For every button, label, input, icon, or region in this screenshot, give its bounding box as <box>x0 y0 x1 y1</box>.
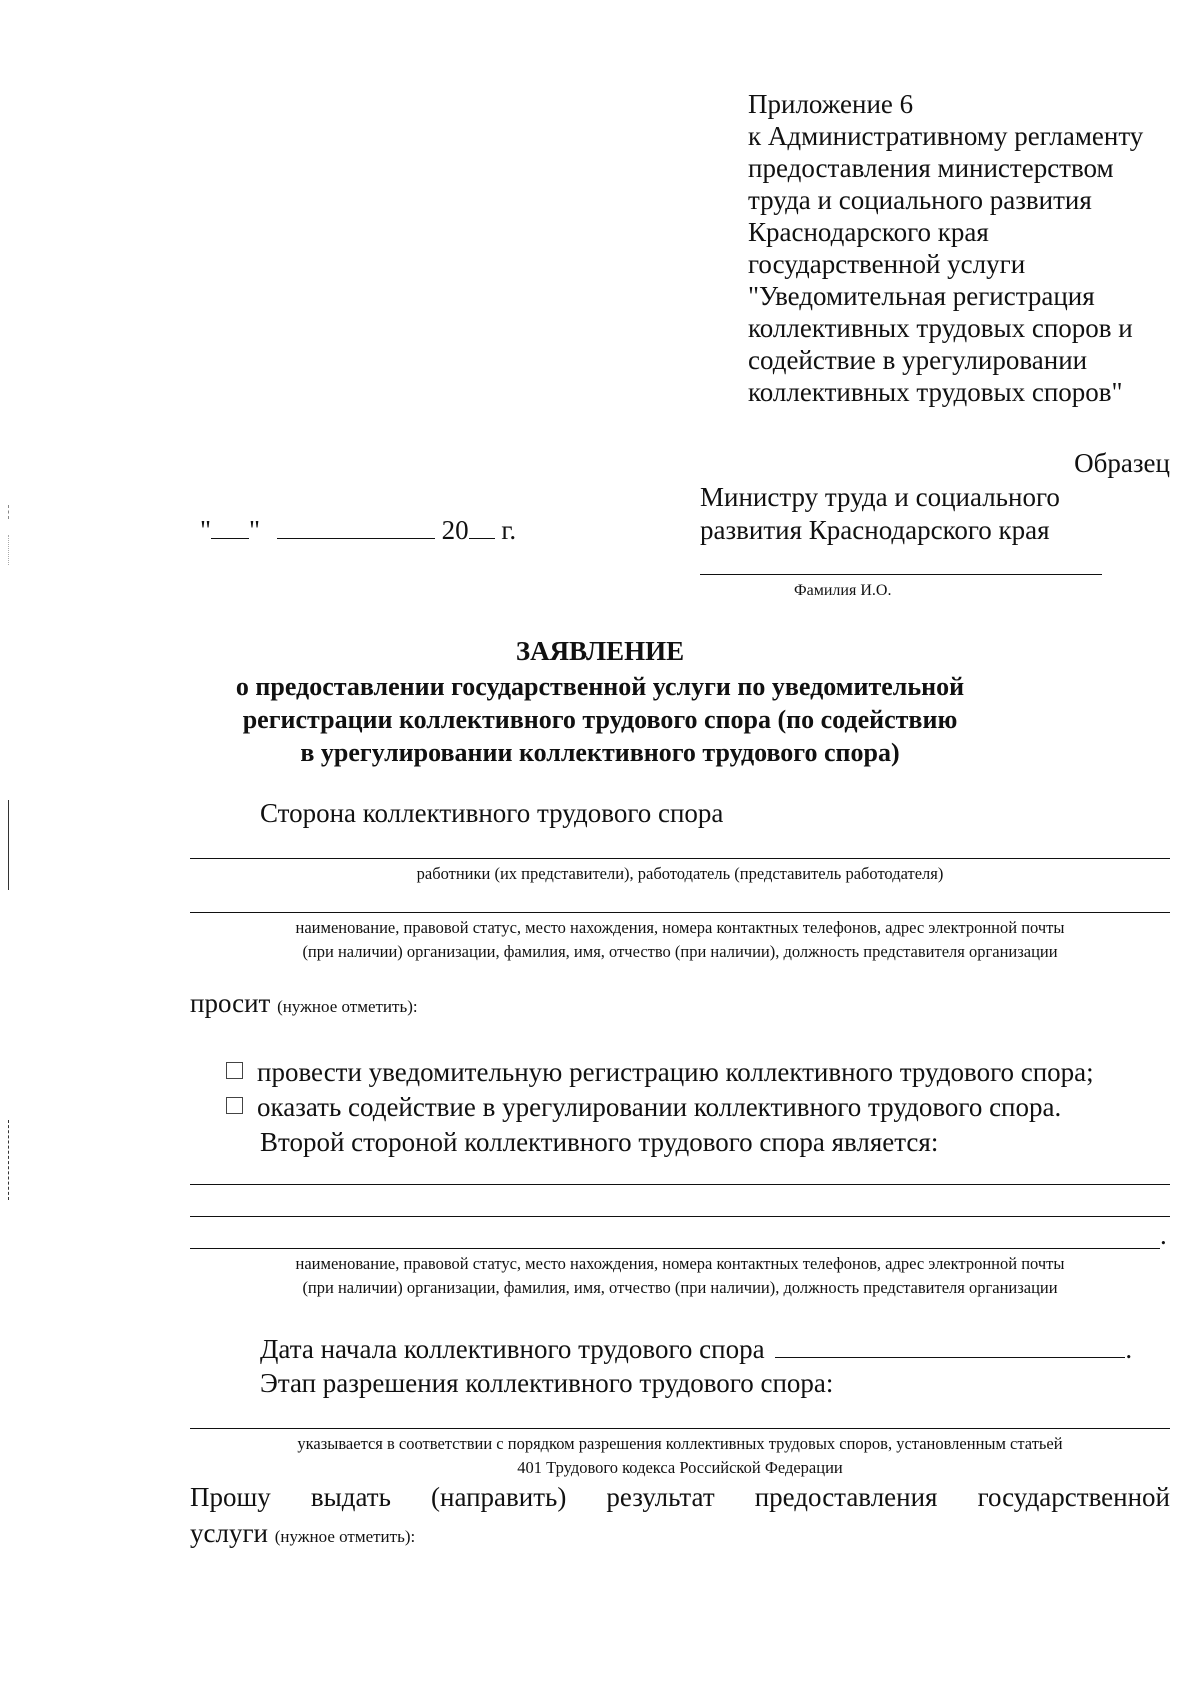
addressee <box>700 481 1060 547</box>
year-prefix: 20 <box>441 515 469 545</box>
start-date-row <box>260 1334 1132 1365</box>
appendix-line: труда и социального развития <box>748 185 1092 215</box>
appendix-line: Краснодарского края <box>748 217 989 247</box>
caption-line: наименование, правовой статус, место нахождения, номера контактных телефонов, адрес электронной почты <box>295 1254 1065 1273</box>
second-party-line1[interactable] <box>190 1184 1170 1185</box>
appendix-line: к Административному регламенту <box>748 121 1144 151</box>
result-word: услуги <box>190 1518 268 1548</box>
appendix-line: предоставления министерством <box>748 153 1114 183</box>
appendix-header <box>748 88 1188 408</box>
appendix-line: государственной услуги <box>748 249 1026 279</box>
result-line1: Прошу выдать (направить) результат предоставления государственной <box>190 1482 1170 1512</box>
option-assist-label: оказать содействие в урегулировании коллективного трудового спора. <box>257 1092 1062 1122</box>
option-register[interactable] <box>226 1057 1094 1088</box>
year-suffix: г. <box>501 515 517 545</box>
appendix-line: Приложение 6 <box>748 89 914 119</box>
party-caption: работники (их представители), работодатель (представитель работодателя) <box>416 864 944 883</box>
request-line <box>190 988 418 1019</box>
option-register-label: провести уведомительную регистрацию коллективного трудового спора; <box>257 1057 1094 1087</box>
stage-caption <box>190 1432 1170 1480</box>
start-date-blank[interactable] <box>775 1335 1125 1358</box>
caption-line: указывается в соответствии с порядком разрешения коллективных трудовых споров, установленным статьей <box>297 1434 1063 1453</box>
second-party-caption <box>190 1252 1170 1300</box>
document-heading: ЗАЯВЛЕНИЕ <box>515 636 685 666</box>
subtitle-line3: в урегулировании коллективного трудового спора) <box>300 738 900 767</box>
option-assist[interactable] <box>226 1092 1061 1123</box>
signature-line[interactable] <box>700 574 1102 575</box>
checkbox-icon[interactable] <box>226 1097 243 1114</box>
year-blank[interactable] <box>469 516 495 539</box>
caption-line: наименование, правовой статус, место нахождения, номера контактных телефонов, адрес электронной почты <box>295 918 1065 937</box>
appendix-line: содействие в урегулировании <box>748 345 1088 375</box>
stage-line[interactable] <box>190 1428 1170 1429</box>
second-party-label: Второй стороной коллективного трудового спора является: <box>260 1127 939 1157</box>
caption-line: (при наличии) организации, фамилия, имя, отчество (при наличии), должность представителя организации <box>302 1278 1058 1297</box>
party-details-caption <box>190 916 1170 964</box>
appendix-line: коллективных трудовых споров и <box>748 313 1133 343</box>
date-quote-open: " <box>200 515 212 545</box>
subtitle-line2: регистрации коллективного трудового спора (по содействию <box>242 705 958 734</box>
date-field <box>200 515 516 546</box>
document-subtitle <box>0 670 1200 769</box>
subtitle-line1: о предоставлении государственной услуги по уведомительной <box>235 672 965 701</box>
result-note: (нужное отметить): <box>274 1527 416 1546</box>
margin-mark <box>8 505 9 519</box>
second-party-line2[interactable] <box>190 1216 1170 1217</box>
request-note: (нужное отметить): <box>277 997 418 1016</box>
margin-mark <box>8 800 9 890</box>
addressee-line1: Министру труда и социального <box>700 482 1060 512</box>
signature-caption: Фамилия И.О. <box>794 582 892 599</box>
party-line[interactable] <box>190 858 1170 859</box>
stage-label: Этап разрешения коллективного трудового спора: <box>260 1368 834 1398</box>
party-details-line[interactable] <box>190 912 1170 913</box>
party-label: Сторона коллективного трудового спора <box>260 798 724 828</box>
checkbox-icon[interactable] <box>226 1062 243 1079</box>
appendix-line: "Уведомительная регистрация <box>748 281 1095 311</box>
sample-label: Образец <box>1074 448 1170 478</box>
result-line2 <box>190 1518 415 1549</box>
margin-mark <box>8 1120 9 1200</box>
caption-line: (при наличии) организации, фамилия, имя, отчество (при наличии), должность представителя организации <box>302 942 1058 961</box>
request-word: просит <box>190 988 271 1018</box>
margin-mark <box>8 535 9 565</box>
second-party-line3[interactable] <box>190 1248 1160 1249</box>
start-date-end-mark: . <box>1125 1334 1133 1364</box>
caption-line: 401 Трудового кодекса Российской Федерации <box>517 1458 843 1477</box>
appendix-line: коллективных трудовых споров" <box>748 377 1123 407</box>
month-blank[interactable] <box>277 516 435 539</box>
date-quote-close: " <box>249 515 261 545</box>
addressee-line2: развития Краснодарского края <box>700 515 1050 545</box>
day-blank[interactable] <box>211 516 249 539</box>
second-party-end-mark: . <box>1160 1220 1167 1250</box>
start-date-label: Дата начала коллективного трудового спора <box>260 1334 765 1364</box>
